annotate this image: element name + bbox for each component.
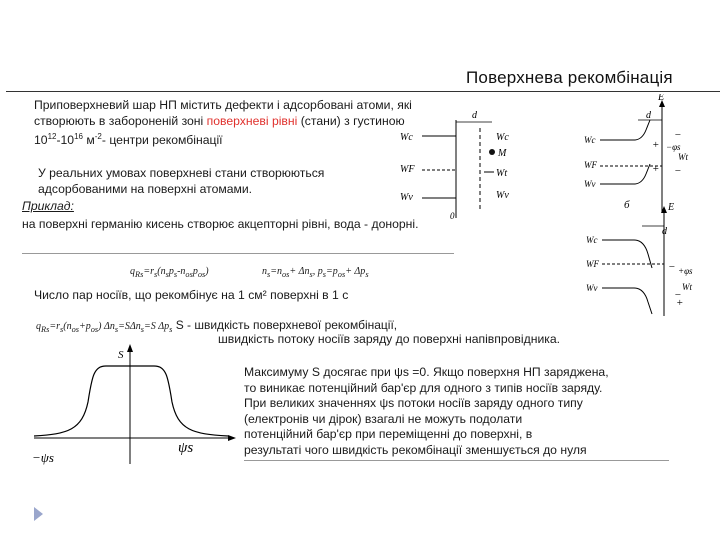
b-caption: б	[624, 199, 630, 211]
c-d-label: d	[662, 226, 667, 237]
separator	[22, 253, 454, 254]
band-diagram-b	[580, 94, 718, 214]
band-diagram-top	[392, 108, 522, 220]
max-line-1: Максимуму S досягає при ψs =0. Якщо поверхня НП заряджена,	[244, 365, 609, 379]
top-right-label-wv: Wv	[496, 190, 509, 201]
max-line-6: результаті чого швидкість рекомбінації зменшується до нуля	[244, 442, 587, 457]
top-left-label-wc: Wc	[400, 132, 413, 143]
c-e-label: E	[668, 202, 675, 213]
b-psi-label: −φs	[666, 142, 681, 152]
max-underline	[244, 460, 669, 461]
max-line-2: то виникає потенційний бар'єр для одного з типів носіїв заряду.	[244, 380, 603, 395]
exp-1: 12	[47, 132, 57, 141]
top-right-label-wc: Wc	[496, 132, 509, 143]
title-divider	[6, 91, 720, 92]
graph-pos-psi-label: ψs	[178, 440, 194, 456]
c-label-wf: WF	[586, 259, 599, 269]
b-label-wv: Wv	[584, 179, 596, 189]
svg-text:−: −	[674, 129, 682, 141]
slide-title: Поверхнева рекомбінація	[466, 68, 673, 87]
formula2-tail: S - швидкість поверхневої рекомбінації,	[175, 318, 398, 332]
svg-text:+: +	[676, 297, 684, 309]
pairs-text: Число пар носіїв, що рекомбінує на 1 см² поверхні в 1 с	[34, 288, 349, 302]
svg-text:+: +	[652, 163, 660, 175]
svg-text:−: −	[668, 261, 676, 273]
exp-2: 16	[74, 132, 83, 141]
intro-unit: м	[83, 133, 95, 148]
s-vs-psi-graph	[28, 342, 238, 470]
max-line-5: потенційний бар'єр при переміщенні до поверхні, в	[244, 427, 533, 441]
top-zero-label: 0	[450, 211, 455, 220]
next-slide-icon[interactable]	[34, 507, 43, 521]
svg-text:−: −	[674, 289, 682, 301]
c-psi-label: +φs	[678, 266, 693, 276]
top-left-label-wv: Wv	[400, 192, 413, 203]
b-label-wc: Wc	[584, 135, 596, 145]
c-label-wv: Wv	[586, 283, 598, 293]
formula-qrs-1: $q_{Rs}=r_s(n_sp_s-n_{os}p_{os})$	[130, 266, 209, 279]
real-states-text: У реальних умовах поверхневі стани створюються адсорбованими на поверхні атомами.	[38, 166, 325, 196]
intro-text-c: - центри рекомбінації	[101, 133, 223, 148]
max-line-4: (електронів чи дірок) взагалі не можуть подолати	[244, 411, 523, 426]
example-text: на поверхні германію кисень створює акцепторні рівні, вода - донорні.	[22, 217, 419, 231]
top-right-label-m: M	[498, 148, 507, 159]
graph-s-label: S	[118, 349, 124, 361]
b-e-label: E	[658, 94, 665, 103]
flux-text: швидкість потоку носіїв заряду до поверхні напівпровідника.	[218, 332, 561, 346]
top-right-label-wt: Wt	[496, 168, 508, 179]
c-label-wt: Wt	[682, 282, 692, 292]
svg-text:−: −	[674, 165, 682, 177]
b-label-wf: WF	[584, 160, 597, 170]
intro-text-a: Приповерхневий шар НП містить дефекти і адсорбовані атоми, які створюють в забороненій зоні	[34, 98, 412, 128]
maximum-paragraph	[244, 365, 694, 458]
graph-neg-psi-label: −ψs	[32, 450, 54, 465]
max-line-3: При великих значеннях ψs потоки носіїв заряду одного типу	[244, 396, 583, 410]
intro-dash: -10	[56, 133, 75, 148]
b-d-label: d	[646, 110, 651, 121]
example-label: Приклад:	[22, 199, 74, 213]
c-label-wc: Wc	[586, 235, 598, 245]
formula-ns-ps: $n_s=n_{os}+ \Delta n_s$, $p_s=p_{os}+ \Delta p_s$	[262, 266, 369, 279]
intro-paragraph	[34, 98, 426, 149]
surface-levels-highlight: поверхневі рівні	[206, 113, 298, 128]
band-diagram-c	[582, 198, 718, 318]
formula-qrs-2: $q_{Rs}=r_s(n_{os}+p_{os})$ $\Delta n_s=S\Delta n_s=S$ $\Delta p_s$	[36, 321, 173, 334]
svg-text:+: +	[652, 139, 660, 151]
exp-3: -2	[94, 132, 102, 141]
top-left-label-wf: WF	[400, 164, 415, 175]
b-label-wt: Wt	[678, 152, 688, 162]
intro-text-b: (стани) з густиною 10	[34, 113, 405, 148]
top-d-label: d	[472, 110, 477, 121]
